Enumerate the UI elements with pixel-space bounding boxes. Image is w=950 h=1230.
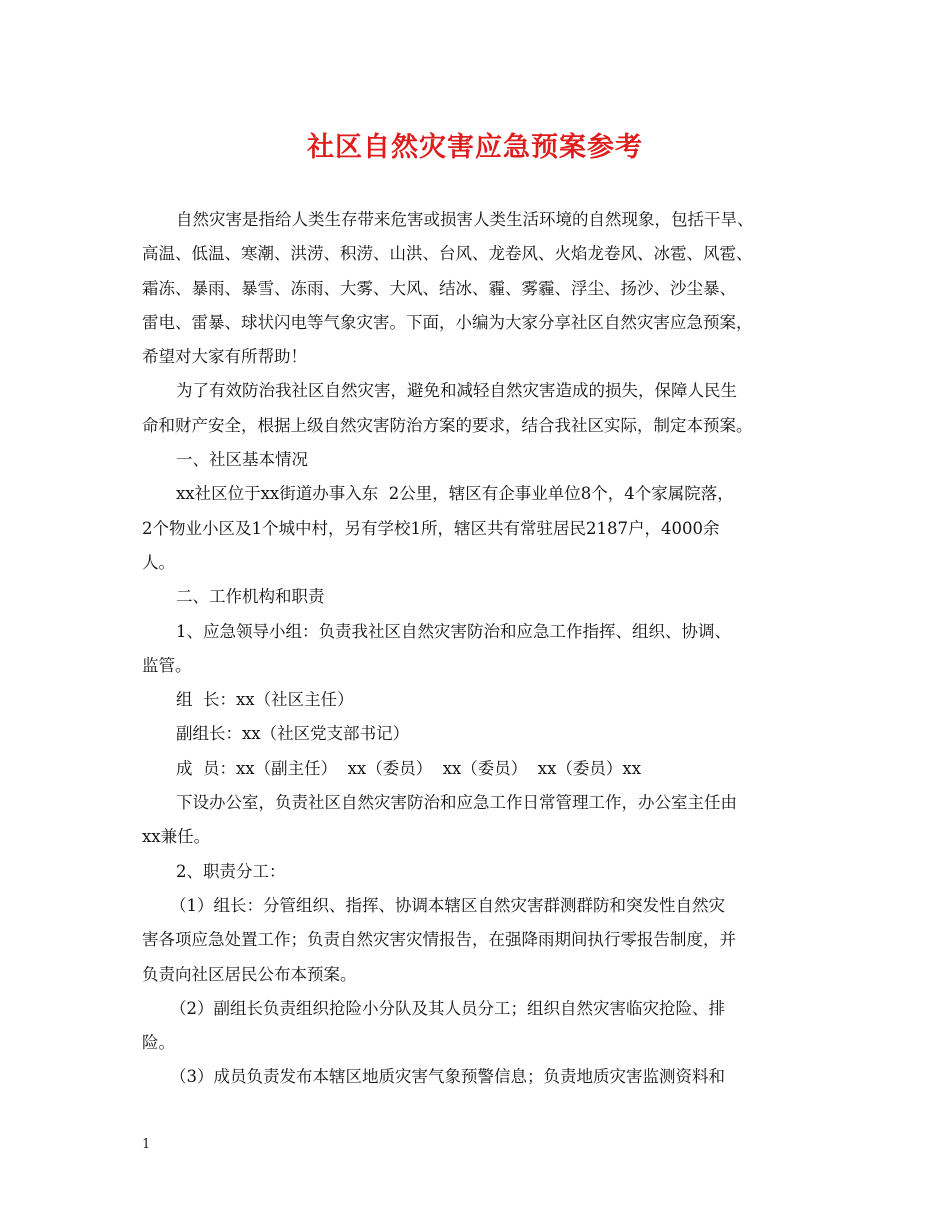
document-title: 社区自然灾害应急预案参考 bbox=[307, 132, 643, 163]
paragraph-line: 1、应急领导小组：负责我社区自然灾害防治和应急工作指挥、组织、协调、 bbox=[176, 621, 731, 641]
page-number: 1 bbox=[142, 1137, 151, 1152]
paragraph-line: 监管。 bbox=[142, 655, 192, 675]
document-body bbox=[142, 203, 812, 1095]
paragraph-line: 2、职责分工： bbox=[176, 861, 286, 881]
paragraph-line: 成 员：xx（副主任） xx（委员） xx（委员） xx（委员）xx bbox=[176, 758, 642, 778]
paragraph-line: 负责向社区居民公布本预案。 bbox=[142, 964, 357, 984]
paragraph-line: （3）成员负责发布本辖区地质灾害气象预警信息；负责地质灾害监测资料和 bbox=[170, 1067, 725, 1087]
paragraph-line: 自然灾害是指给人类生存带来危害或损害人类生活环境的自然现象，包括干旱、 bbox=[176, 210, 754, 229]
section-heading: 一、社区基本情况 bbox=[176, 450, 308, 470]
paragraph-line: 霜冻、暴雨、暴雪、冻雨、大雾、大风、结冰、霾、雾霾、浮尘、扬沙、沙尘暴、 bbox=[142, 278, 736, 298]
paragraph-line: 副组长：xx（社区党支部书记） bbox=[176, 724, 410, 744]
paragraph-line: 害各项应急处置工作；负责自然灾害灾情报告，在强降雨期间执行零报告制度，并 bbox=[142, 930, 736, 950]
paragraph-line: 下设办公室，负责社区自然灾害防治和应急工作日常管理工作，办公室主任由 bbox=[176, 793, 737, 813]
paragraph-line: xx兼任。 bbox=[142, 827, 211, 847]
paragraph-line: 雷电、雷暴、球状闪电等气象灾害。下面，小编为大家分享社区自然灾害应急预案， bbox=[142, 312, 753, 332]
paragraph-line: 2个物业小区及1个城中村，另有学校1所，辖区共有常驻居民2187户，4000余 bbox=[142, 518, 720, 538]
paragraph-line: 命和财产安全，根据上级自然灾害防治方案的要求，结合我社区实际，制定本预案。 bbox=[142, 415, 753, 435]
paragraph-line: 人。 bbox=[142, 552, 175, 572]
paragraph-line: 希望对大家有所帮助！ bbox=[142, 347, 307, 367]
paragraph-line: xx社区位于xx街道办事入东 2公里，辖区有企事业单位8个，4个家属院落， bbox=[176, 484, 734, 504]
paragraph-line: 组 长：xx（社区主任） bbox=[176, 690, 354, 710]
paragraph-line: （1）组长：分管组织、指挥、协调本辖区自然灾害群测群防和突发性自然灾 bbox=[170, 895, 725, 915]
paragraph-line: 为了有效防治我社区自然灾害，避免和减轻自然灾害造成的损失，保障人民生 bbox=[176, 381, 737, 401]
section-heading: 二、工作机构和职责 bbox=[176, 587, 325, 607]
paragraph-line: 高温、低温、寒潮、洪涝、积涝、山洪、台风、龙卷风、火焰龙卷风、冰雹、风雹、 bbox=[142, 244, 753, 264]
paragraph-line: （2）副组长负责组织抢险小分队及其人员分工；组织自然灾害临灾抢险、排 bbox=[170, 998, 725, 1018]
paragraph-line: 险。 bbox=[142, 1033, 175, 1053]
